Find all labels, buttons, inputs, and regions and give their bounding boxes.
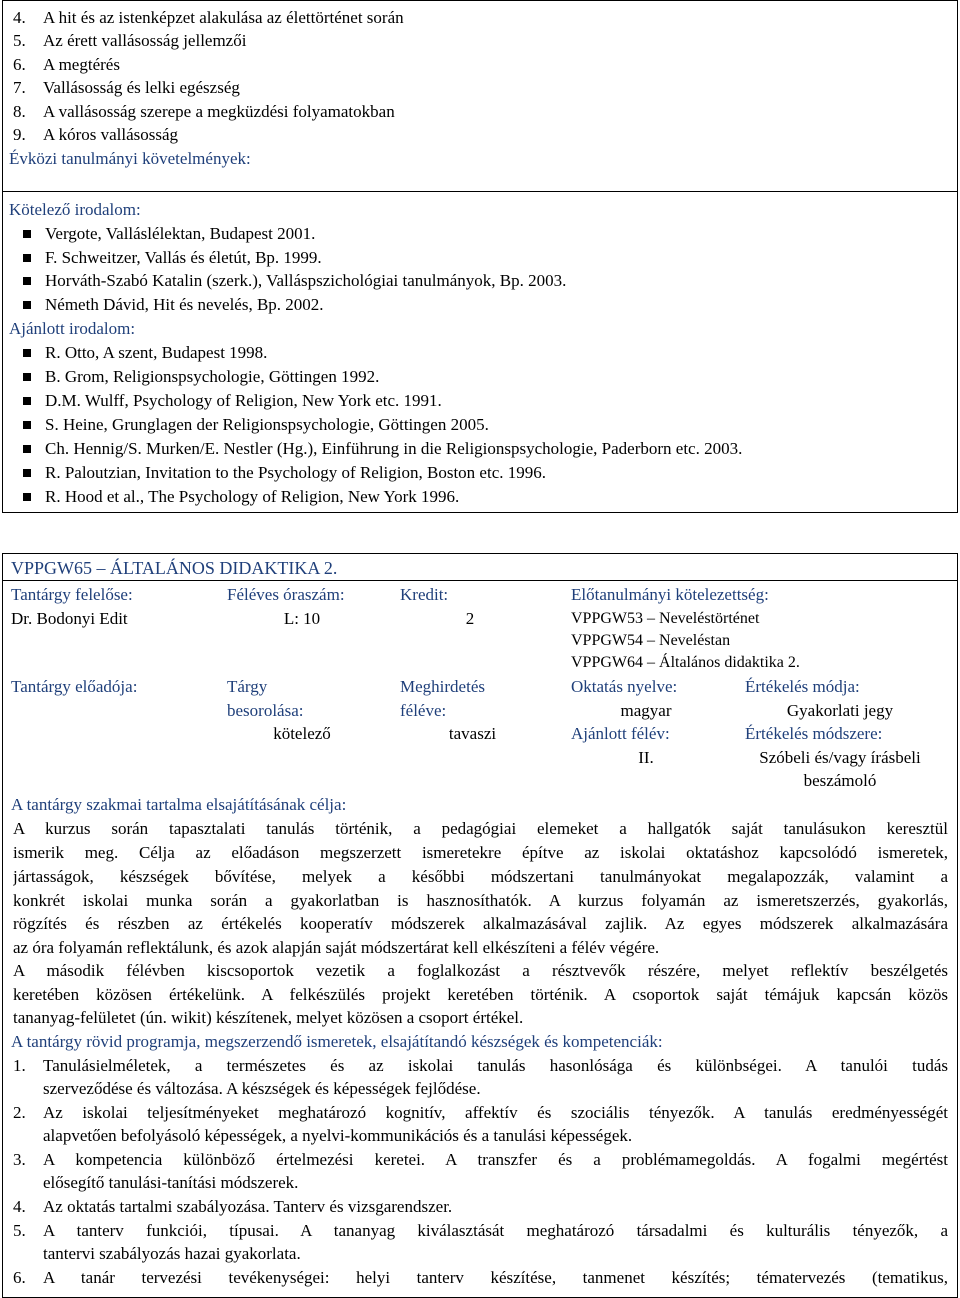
prerequisite-item: VPPGW64 – Általános didaktika 2. [571,654,800,671]
evaluation-label: Értékelés módja: [745,677,860,696]
evaluation-method-value-2: beszámoló [803,771,877,790]
bullet-icon [23,469,31,477]
program-line: Tanulásielméletek, a természetes és az iskolai tanulás hasonlósága és különbségei. A tanulói tudás [43,1056,948,1075]
program-number: 4. [13,1197,26,1216]
paragraph-line: ismerik meg. Célja az előadáson megszerzett ismeretekre építve az iskolai oktatáshoz kapcsolódó ismeretek, [13,843,948,862]
program-line: Az oktatás tartalmi szabályozása. Tanterv és vizsgarendszer. [43,1197,453,1216]
paragraph-line: az óra folyamán reflektálunk, és azok alapján saját módszertárat kell elkészíteni a félév végére. [13,938,660,957]
evaluation-method-value: Szóbeli és/vagy írásbeli [759,748,921,767]
prerequisite-item: VPPGW53 – Neveléstörténet [571,610,760,627]
bullet-icon [23,254,31,262]
program-number: 1. [13,1056,26,1075]
paragraph-line: jártasságok, készségek bővítése, melyek a későbbi módszertani tanulmányokat megalapozzák, valamint a [13,867,948,886]
paragraph-line: konkrét iskolai munka során a gyakorlatban is hasznosíthatók. A kurzus folyamán az ismeretszerzés, gyakorlás, [13,891,948,910]
mandatory-literature-heading: Kötelező irodalom: [9,200,141,219]
classification-label: Tárgy [227,677,268,696]
list-item: R. Otto, A szent, Budapest 1998. [23,341,267,365]
previous-course-section [2,0,958,513]
hours-value: L: 10 [283,609,321,628]
bullet-icon [23,349,31,357]
bullet-icon [23,397,31,405]
credit-value: 2 [465,609,475,628]
list-item: 6. A megtérés [13,55,120,74]
lecturer-label: Tantárgy előadója: [11,677,138,696]
classification-label-2: besorolása: [227,701,304,720]
announce-value: tavaszi [448,724,497,743]
program-number: 2. [13,1103,26,1122]
list-item: B. Grom, Religionspsychologie, Göttingen 1992. [23,365,379,389]
list-item: S. Heine, Grunglagen der Religionspsychologie, Göttingen 2005. [23,413,489,437]
list-item: Horváth-Szabó Katalin (szerk.), Valláspszichológiai tanulmányok, Bp. 2003. [23,269,566,293]
bullet-icon [23,445,31,453]
semester-label: Ajánlott félév: [571,724,670,743]
responsible-value: Dr. Bodonyi Edit [11,609,128,628]
semester-value: II. [638,748,654,767]
bullet-icon [23,493,31,501]
program-line: tantervi szabályozás hazai gyakorlata. [43,1244,301,1263]
program-line: szerveződése és változása. A készségek és képességek fejlődése. [43,1079,481,1098]
course-section [2,553,958,1298]
list-item: Vergote, Valláslélektan, Budapest 2001. [23,222,315,246]
goal-heading: A tantárgy szakmai tartalma elsajátításának célja: [11,795,347,814]
credit-label: Kredit: [400,585,449,604]
announce-label: Meghirdetés [400,677,485,696]
list-item: 7. Vallásosság és lelki egészség [13,78,240,97]
bullet-icon [23,230,31,238]
list-item: F. Schweitzer, Vallás és életút, Bp. 1999. [23,246,322,270]
list-item: 8. A vallásosság szerepe a megküzdési folyamatokban [13,102,395,121]
language-label: Oktatás nyelve: [571,677,678,696]
program-line: A kompetencia különböző értelmezési keretei. A transzfer és a problémamegoldás. A fogalmi megértést [43,1150,948,1169]
hours-label: Féléves óraszám: [227,585,345,604]
program-number: 5. [13,1221,26,1240]
paragraph-line: rögzítés és részben az értékelés kooperatív módszerek alkalmazásával zajlik. Az egyes módszerek alkalmazására [13,914,948,933]
language-value: magyar [620,701,672,720]
paragraph-line: tananyag-felületet (ún. wikit) készítenek, melyet közösen a csoport értékel. [13,1008,524,1027]
program-line: alapvetően befolyásoló képességek, a nyelvi-kommunikációs és a tanulási képességek. [43,1126,633,1145]
list-item: 5. Az érett vallásosság jellemzői [13,31,247,50]
list-item: R. Paloutzian, Invitation to the Psychology of Religion, Boston etc. 1996. [23,461,546,485]
requirements-heading: Évközi tanulmányi követelmények: [9,149,251,168]
list-item: 4. A hit és az istenképzet alakulása az élettörténet során [13,8,404,27]
paragraph-line: A második félévben kiscsoportok vezetik a foglalkozást a résztvevők részére, melyet reflektív beszélgetés [13,961,948,980]
program-line: Az iskolai teljesítményeket meghatározó kognitív, affektív és szociális tényezők. A tanulás eredményességét [43,1103,948,1122]
list-item: Ch. Hennig/S. Murken/E. Nestler (Hg.), Einführung in die Religionspsychologie, Paderborn etc. 2003. [23,437,742,461]
classification-value: kötelező [273,724,331,743]
divider [3,580,957,581]
program-line: A tanterv funkciói, típusai. A tananyag kiválasztását meghatározó társadalmi és kulturális tényezők, a [43,1221,948,1240]
bullet-icon [23,301,31,309]
responsible-label: Tantárgy felelőse: [11,585,133,604]
bullet-icon [23,277,31,285]
paragraph-line: A kurzus során tapasztalati tanulás történik, a pedagógiai elemeket a hallgatók saját tanulásukon keresztül [13,819,948,838]
paragraph-line: keretében közösen értékelünk. A felkészülés projekt keretében történik. A csoportok saját témájuk kapcsán közös [13,985,948,1004]
program-line: elősegítő tanulási-tanítási módszerek. [43,1173,299,1192]
program-heading: A tantárgy rövid programja, megszerzendő ismeretek, elsajátítandó készségek és kompetenciák: [11,1032,663,1051]
announce-label-2: féléve: [400,701,447,720]
recommended-literature-heading: Ajánlott irodalom: [9,319,136,338]
divider [3,191,957,192]
list-item: R. Hood et al., The Psychology of Religion, New York 1996. [23,485,459,509]
list-item: Németh Dávid, Hit és nevelés, Bp. 2002. [23,293,324,317]
evaluation-value: Gyakorlati jegy [786,701,894,720]
list-item: D.M. Wulff, Psychology of Religion, New York etc. 1991. [23,389,442,413]
prerequisite-item: VPPGW54 – Neveléstan [571,632,731,649]
bullet-icon [23,421,31,429]
program-line: A tanár tervezési tevékenységei: helyi tanterv készítése, tanmenet készítés; tématervezés (tematikus, [43,1268,948,1287]
evaluation-method-label: Értékelés módszere: [745,724,883,743]
program-number: 3. [13,1150,26,1169]
course-title: VPPGW65 – ÁLTALÁNOS DIDAKTIKA 2. [11,558,338,578]
program-number: 6. [13,1268,26,1287]
prerequisite-label: Előtanulmányi kötelezettség: [571,585,769,604]
list-item: 9. A kóros vallásosság [13,125,179,144]
bullet-icon [23,373,31,381]
